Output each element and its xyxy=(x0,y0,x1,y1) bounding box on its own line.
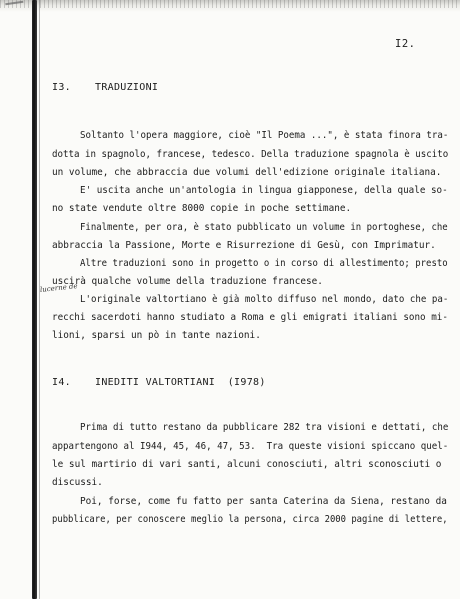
paragraph-line: Finalmente, per ora, è stato pubblicato un volume in portoghese, che xyxy=(80,222,448,233)
handwritten-margin-note: lucerne de xyxy=(39,282,78,294)
paragraph-line: lioni, sparsi un pò in tante nazioni. xyxy=(52,330,261,341)
section-14-title: INEDITI VALTORTIANI (I978) xyxy=(95,377,266,388)
paragraph-line: L'originale valtortiano è già molto diffuso nel mondo, dato che pa- xyxy=(80,294,449,305)
paragraph-line: Soltanto l'opera maggiore, cioè "Il Poema ...", è stata finora tra- xyxy=(80,130,449,141)
binding-edge xyxy=(32,0,37,599)
paragraph-line: recchi sacerdoti hanno studiato a Roma e gli emigrati italiani sono mi- xyxy=(52,312,448,323)
paragraph-line: Altre traduzioni sono in progetto o in corso di allestimento; presto xyxy=(80,258,448,269)
scan-top-noise xyxy=(0,0,460,8)
binding-edge-shadow xyxy=(39,0,40,599)
scan-corner-mark xyxy=(5,1,24,15)
paragraph-line: Poi, forse, come fu fatto per santa Caterina da Siena, restano da xyxy=(80,496,447,507)
paragraph-line: no state vendute oltre 8000 copie in poche settimane. xyxy=(52,203,352,214)
section-13-number: I3. xyxy=(52,82,71,93)
paragraph-line: pubblicare, per conoscere meglio la persona, circa 2000 pagine di lettere, xyxy=(52,514,448,525)
paragraph-line: dotta in spagnolo, francese, tedesco. Della traduzione spagnola è uscito xyxy=(52,149,449,160)
paragraph-line: discussi. xyxy=(52,477,103,488)
section-14-number: I4. xyxy=(52,377,71,388)
paragraph-line: appartengono al I944, 45, 46, 47, 53. Tra queste visioni spiccano quel- xyxy=(52,441,449,452)
paragraph-line: Prima di tutto restano da pubblicare 282 tra visioni e dettati, che xyxy=(80,422,449,433)
paragraph-line: uscirà qualche volume della traduzione francese. xyxy=(52,276,323,287)
paragraph-line: le sul martirio di vari santi, alcuni conosciuti, altri sconosciuti o xyxy=(52,459,442,470)
section-13-title: TRADUZIONI xyxy=(95,82,159,93)
paragraph-line: un volume, che abbraccia due volumi dell'edizione originale italiana. xyxy=(52,167,442,178)
paragraph-line: abbraccia la Passione, Morte e Risurrezione di Gesù, con Imprimatur. xyxy=(52,240,436,251)
paragraph-line: E' uscita anche un'antologia in lingua giapponese, della quale so- xyxy=(80,185,448,196)
page-number: I2. xyxy=(395,38,416,50)
